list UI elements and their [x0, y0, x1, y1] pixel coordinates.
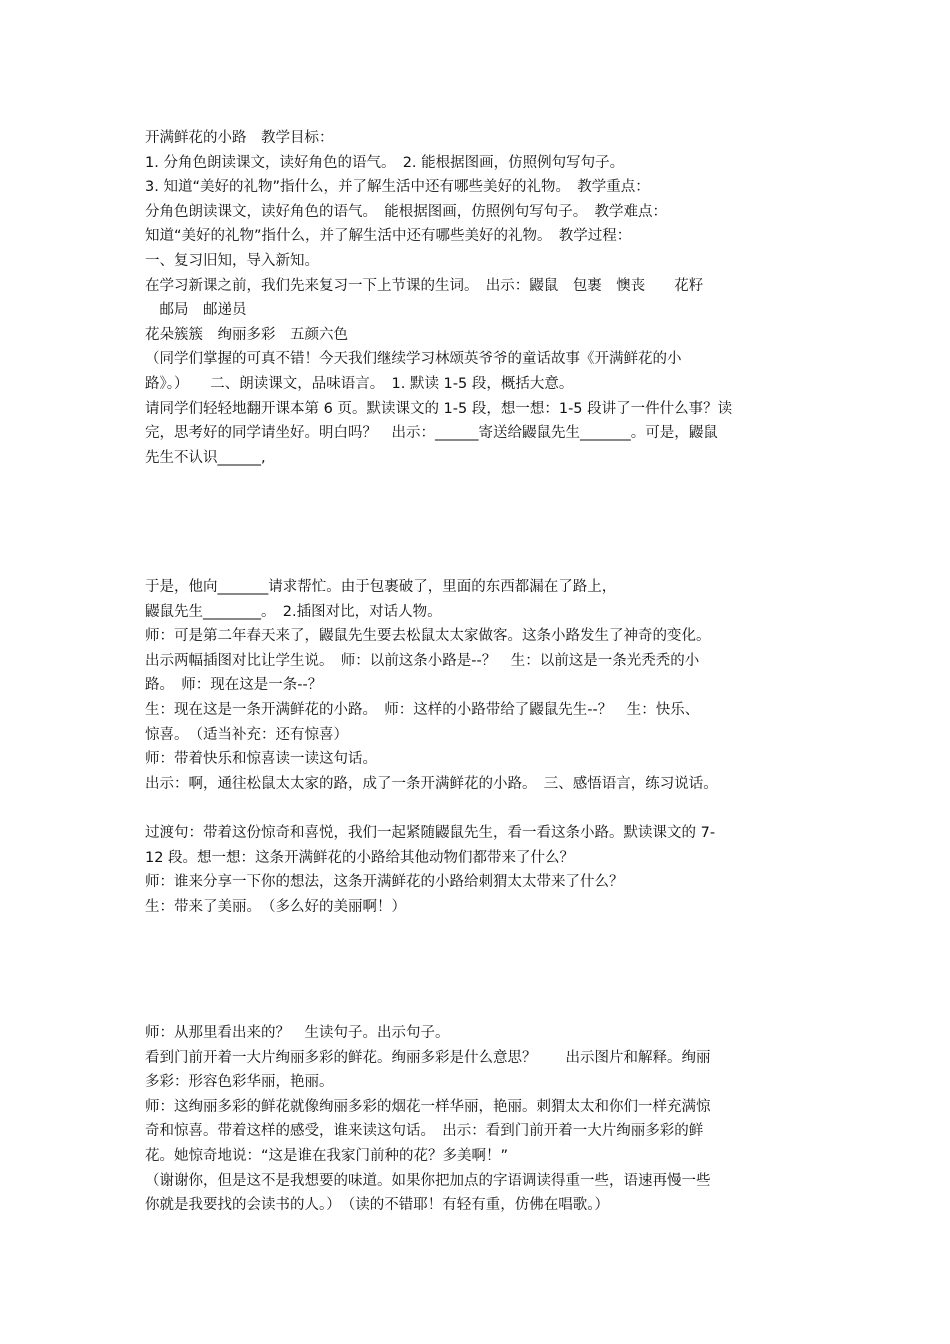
- paragraph-line: 1. 分角色朗读课文，读好角色的语气。 2. 能根据图画，仿照例句写句子。: [145, 154, 625, 171]
- paragraph-line: 花。她惊奇地说：“这是谁在我家门前种的花？多美啊！”: [145, 1147, 509, 1164]
- paragraph-line: 于是，他向_______请求帮忙。由于包裹破了，里面的东西都漏在了路上，: [145, 579, 617, 595]
- paragraph-line: 知道“美好的礼物”指什么，并了解生活中还有哪些美好的礼物。 教学过程：: [145, 228, 632, 245]
- paragraph-line: 生：带来了美丽。 （多么好的美丽啊！）: [145, 898, 406, 915]
- paragraph-line: 看到门前开着一大片绚丽多彩的鲜花。绚丽多彩是什么意思？ 出示图片和解释。绚丽: [145, 1049, 711, 1066]
- paragraph-line: 出示两幅插图对比让学生说。 师：以前这条小路是--？ 生：以前这是一条光秃秃的小: [145, 652, 700, 669]
- paragraph-line: 3. 知道“美好的礼物”指什么，并了解生活中还有哪些美好的礼物。 教学重点：: [145, 179, 650, 196]
- paragraph-line: 师：从那里看出来的？ 生读句子。出示句子。: [145, 1025, 450, 1041]
- paragraph-line: （谢谢你，但是这不是我想要的味道。如果你把加点的字语调读得重一些，语速再慢一些: [145, 1172, 711, 1189]
- blank-line: [145, 796, 825, 821]
- paragraph-line: 生：现在这是一条开满鲜花的小路。 师：这样的小路带给了鼹鼠先生--？ 生：快乐、: [145, 701, 700, 718]
- paragraph-line: 惊喜。 （适当补充：还有惊喜）: [145, 726, 348, 743]
- paragraph-line: 师：这绚丽多彩的鲜花就像绚丽多彩的烟花一样华丽，艳丽。刺猬太太和你们一样充满惊: [145, 1098, 711, 1115]
- paragraph-line: 多彩：形容色彩华丽，艳丽。: [145, 1074, 334, 1091]
- paragraph-line: （同学们掌握的可真不错！今天我们继续学习林颂英爷爷的童话故事《开满鲜花的小: [145, 351, 682, 368]
- paragraph-line: 鼹鼠先生________。 2.插图对比，对话人物。: [145, 603, 442, 620]
- paragraph-line: 师：可是第二年春天来了，鼹鼠先生要去松鼠太太家做客。这条小路发生了神奇的变化。: [145, 628, 711, 645]
- paragraph-line: 一、复习旧知，导入新知。: [145, 252, 319, 269]
- paragraph-line: 请同学们轻轻地翻开课本第 6 页。默读课文的 1-5 段，想一想：1-5 段讲了一件什么事？读: [145, 400, 733, 417]
- paragraph-line: 先生不认识______,: [145, 449, 266, 466]
- paragraph-line: 出示：啊，通往松鼠太太家的路，成了一条开满鲜花的小路。 三、感悟语言，练习说话。: [145, 775, 718, 792]
- paragraph-line: 路》。） 二、朗读课文，品味语言。 1. 默读 1-5 段，概括大意。: [145, 375, 574, 392]
- text-block-3: [145, 1021, 825, 1218]
- lesson-title-line: 开满鲜花的小路 教学目标：: [145, 130, 334, 146]
- paragraph-line: 路。 师：现在这是一条--？: [145, 677, 323, 694]
- paragraph-line: 过渡句：带着这份惊奇和喜悦，我们一起紧随鼹鼠先生，看一看这条小路。默读课文的 7-: [145, 824, 716, 841]
- paragraph-line: 师：谁来分享一下你的想法，这条开满鲜花的小路给刺猬太太带来了什么？: [145, 874, 624, 891]
- text-block-1: [145, 126, 825, 470]
- text-block-2: [145, 575, 825, 919]
- paragraph-line: 12 段。想一想：这条开满鲜花的小路给其他动物们都带来了什么？: [145, 849, 575, 866]
- paragraph-line: 完，思考好的同学请坐好。明白吗？ 出示：______寄送给鼹鼠先生_______。可是，鼹鼠: [145, 425, 718, 442]
- paragraph-line: 花朵簇簇 绚丽多彩 五颜六色: [145, 326, 348, 343]
- paragraph-line: 邮局 邮递员: [145, 302, 247, 319]
- paragraph-line: 你就是我要找的会读书的人。） （读的不错耶！有轻有重，仿佛在唱歌。）: [145, 1197, 609, 1214]
- paragraph-line: 分角色朗读课文，读好角色的语气。 能根据图画，仿照例句写句子。 教学难点：: [145, 203, 667, 220]
- paragraph-line: 师：带着快乐和惊喜读一读这句话。: [145, 751, 377, 768]
- paragraph-line: 在学习新课之前，我们先来复习一下上节课的生词。 出示：鼹鼠 包裹 懊丧 花籽: [145, 277, 704, 294]
- paragraph-line: 奇和惊喜。带着这样的感受，谁来读这句话。 出示：看到门前开着一大片绚丽多彩的鲜: [145, 1123, 704, 1140]
